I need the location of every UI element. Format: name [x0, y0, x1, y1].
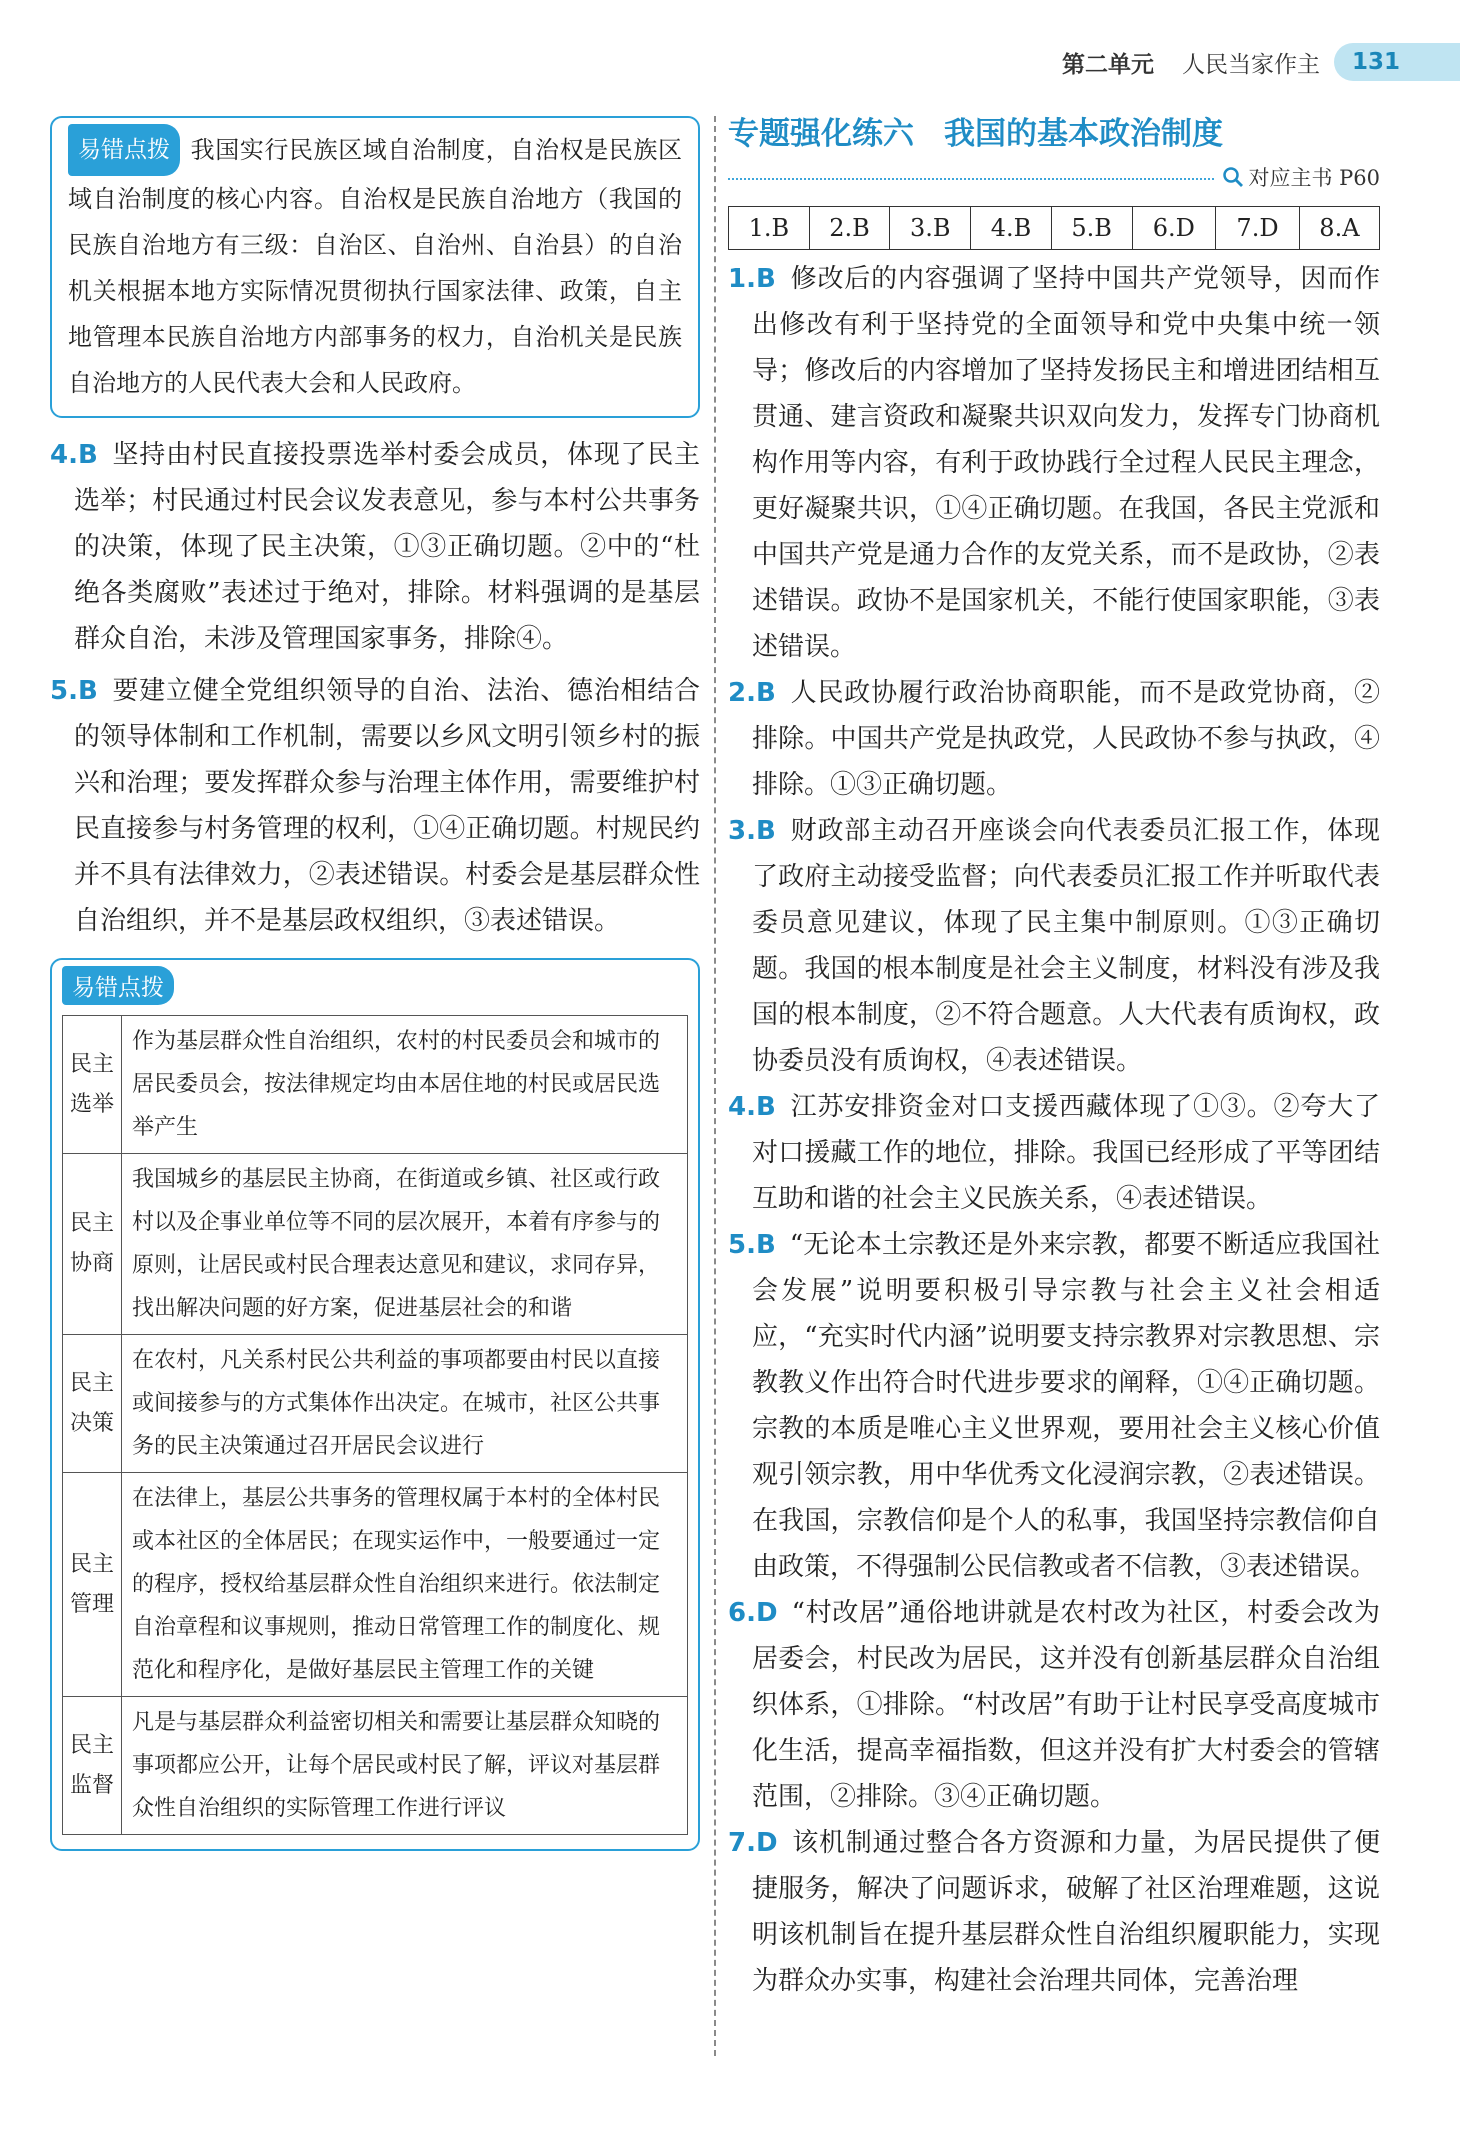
answer-number: 4.B — [50, 440, 98, 470]
answer-number: 3.B — [728, 816, 776, 846]
answer-text: 要建立健全党组织领导的自治、法治、德治相结合的领导体制和工作机制，需要以乡风文明引领乡村的振兴和治理；要发挥群众参与治理主体作用，需要维护村民直接参与村务管理的权利，①④正确切题。村规民约并不具有法律效力，②表述错误。村委会是基层群众性自治组织，并不是基层政权组织，③表述错误。 — [74, 676, 700, 936]
table-row — [63, 1335, 688, 1473]
answer-key-cell: 4.B — [971, 207, 1052, 250]
answer-text: “无论本土宗教还是外来宗教，都要不断适应我国社会发展”说明要积极引导宗教与社会主义社会相适应，“充实时代内涵”说明要支持宗教界对宗教思想、宗教教义作出符合时代进步要求的阐释，①④正确切题。宗教的本质是唯心主义世界观，要用社会主义核心价值观引领宗教，用中华优秀文化浸润宗教，②表述错误。在我国，宗教信仰是个人的私事，我国坚持宗教信仰自由政策，不得强制公民信教或者不信教，③表述错误。 — [752, 1230, 1380, 1582]
table-row — [63, 1473, 688, 1697]
row-key: 民主决策 — [63, 1335, 122, 1473]
answer-list — [50, 432, 700, 944]
section-label: 专题强化练六 — [728, 116, 914, 152]
answer-number: 5.B — [50, 676, 98, 706]
answer-key-row — [729, 207, 1380, 250]
row-key: 民主协商 — [63, 1154, 122, 1335]
row-text: 我国城乡的基层民主协商，在街道或乡镇、社区或行政村以及企事业单位等不同的层次展开，本着有序参与的原则，让居民或村民合理表达意见和建议，求同存异，找出解决问题的好方案，促进基层社会的和谐 — [122, 1154, 688, 1335]
answer-key-cell: 3.B — [890, 207, 971, 250]
tip-text-block — [68, 124, 682, 406]
answer-text: 坚持由村民直接投票选举村委会成员，体现了民主选举；村民通过村民会议发表意见，参与本村公共事务的决策，体现了民主决策，①③正确切题。②中的“杜绝各类腐败”表述过于绝对，排除。材料强调的是基层群众自治，未涉及管理国家事务，排除④。 — [74, 440, 700, 654]
answer-text: 修改后的内容强调了坚持中国共产党领导，因而作出修改有利于坚持党的全面领导和党中央集中统一领导；修改后的内容增加了坚持发扬民主和增进团结相互贯通、建言资政和凝聚共识双向发力，发挥专门协商机构作用等内容，有利于政协践行全过程人民民主理念，更好凝聚共识，①④正确切题。在我国，各民主党派和中国共产党是通力合作的友党关系，而不是政协，②表述错误。政协不是国家机关，不能行使国家职能，③表述错误。 — [752, 264, 1380, 662]
answer-key-cell: 1.B — [729, 207, 810, 250]
table-row — [63, 1016, 688, 1154]
answer-item — [728, 1084, 1380, 1222]
tip-text: 我国实行民族区域自治制度，自治权是民族区域自治制度的核心内容。自治权是民族自治地方（我国的民族自治地方有三级：自治区、自治州、自治县）的自治机关根据本地方实际情况贯彻执行国家法律、政策，自主地管理本民族自治地方内部事务的权力，自治机关是民族自治地方的人民代表大会和人民政府。 — [68, 136, 682, 397]
answer-key-cell: 8.A — [1299, 207, 1379, 250]
answer-text: 该机制通过整合各方资源和力量，为居民提供了便捷服务，解决了问题诉求，破解了社区治理难题，这说明该机制旨在提升基层群众性自治组织履职能力，实现为群众办实事，构建社会治理共同体，完善治理 — [752, 1828, 1380, 1996]
answer-number: 5.B — [728, 1230, 776, 1260]
unit-label: 第二单元 — [1062, 51, 1154, 78]
answer-item — [728, 670, 1380, 808]
reference-line — [728, 160, 1380, 194]
answer-number: 7.D — [728, 1828, 778, 1858]
row-text: 凡是与基层群众利益密切相关和需要让基层群众知晓的事项都应公开，让每个居民或村民了解，评议对基层群众性自治组织的实际管理工作进行评议 — [122, 1697, 688, 1835]
tip-tag: 易错点拨 — [62, 966, 174, 1005]
answer-number: 4.B — [728, 1092, 776, 1122]
answer-item — [728, 1590, 1380, 1820]
answer-key-cell: 6.D — [1132, 207, 1216, 250]
answer-key-table — [728, 206, 1380, 250]
answer-text: 江苏安排资金对口支援西藏体现了①③。②夸大了对口援藏工作的地位，排除。我国已经形成了平等团结互助和谐的社会主义民族关系，④表述错误。 — [752, 1092, 1380, 1214]
row-text: 在农村，凡关系村民公共利益的事项都要由村民以直接或间接参与的方式集体作出决定。在城市，社区公共事务的民主决策通过召开居民会议进行 — [122, 1335, 688, 1473]
answer-item — [728, 1222, 1380, 1590]
column-divider — [714, 116, 716, 2056]
page-number: 131 — [1334, 43, 1460, 81]
answer-item — [728, 256, 1380, 670]
tip-box — [50, 116, 700, 418]
answer-number: 6.D — [728, 1598, 778, 1628]
dotted-rule — [728, 178, 1214, 180]
right-column — [728, 108, 1380, 2004]
tip-tag: 易错点拨 — [68, 124, 180, 176]
answer-key-cell: 5.B — [1051, 207, 1132, 250]
tip-table-box — [50, 958, 700, 1851]
answer-item — [728, 808, 1380, 1084]
table-row — [63, 1697, 688, 1835]
row-key: 民主管理 — [63, 1473, 122, 1697]
reference-text: 对应主书 P60 — [1248, 166, 1380, 190]
answer-list — [728, 256, 1380, 2004]
row-text: 作为基层群众性自治组织，农村的村民委员会和城市的居民委员会，按法律规定均由本居住地的村民或居民选举产生 — [122, 1016, 688, 1154]
search-icon — [1222, 166, 1244, 188]
answer-text: 人民政协履行政治协商职能，而不是政党协商，②排除。中国共产党是执政党，人民政协不参与执政，④排除。①③正确切题。 — [752, 678, 1380, 800]
answer-item — [50, 668, 700, 944]
table-row — [63, 1154, 688, 1335]
section-title — [728, 108, 1380, 160]
answer-key-cell: 7.D — [1216, 207, 1300, 250]
answer-text: 财政部主动召开座谈会向代表委员汇报工作，体现了政府主动接受监督；向代表委员汇报工作并听取代表委员意见建议，体现了民主集中制原则。①③正确切题。我国的根本制度是社会主义制度，材料没有涉及我国的根本制度，②不符合题意。人大代表有质询权，政协委员没有质询权，④表述错误。 — [752, 816, 1380, 1076]
democracy-table — [62, 1015, 688, 1835]
row-text: 在法律上，基层公共事务的管理权属于本村的全体村民或本社区的全体居民；在现实运作中，一般要通过一定的程序，授权给基层群众性自治组织来进行。依法制定自治章程和议事规则，推动日常管理工作的制度化、规范化和程序化，是做好基层民主管理工作的关键 — [122, 1473, 688, 1697]
answer-number: 2.B — [728, 678, 776, 708]
answer-item — [728, 1820, 1380, 2004]
answer-number: 1.B — [728, 264, 776, 294]
row-key: 民主选举 — [63, 1016, 122, 1154]
row-key: 民主监督 — [63, 1697, 122, 1835]
section-name: 我国的基本政治制度 — [944, 116, 1223, 152]
page-header — [1062, 40, 1460, 84]
answer-text: “村改居”通俗地讲就是农村改为社区，村委会改为居委会，村民改为居民，这并没有创新基层群众自治组织体系，①排除。“村改居”有助于让村民享受高度城市化生活，提高幸福指数，但这并没有扩大村委会的管辖范围，②排除。③④正确切题。 — [752, 1598, 1380, 1812]
unit-subtitle: 人民当家作主 — [1182, 51, 1320, 78]
answer-item — [50, 432, 700, 662]
left-column — [50, 116, 700, 1851]
answer-key-cell: 2.B — [809, 207, 890, 250]
